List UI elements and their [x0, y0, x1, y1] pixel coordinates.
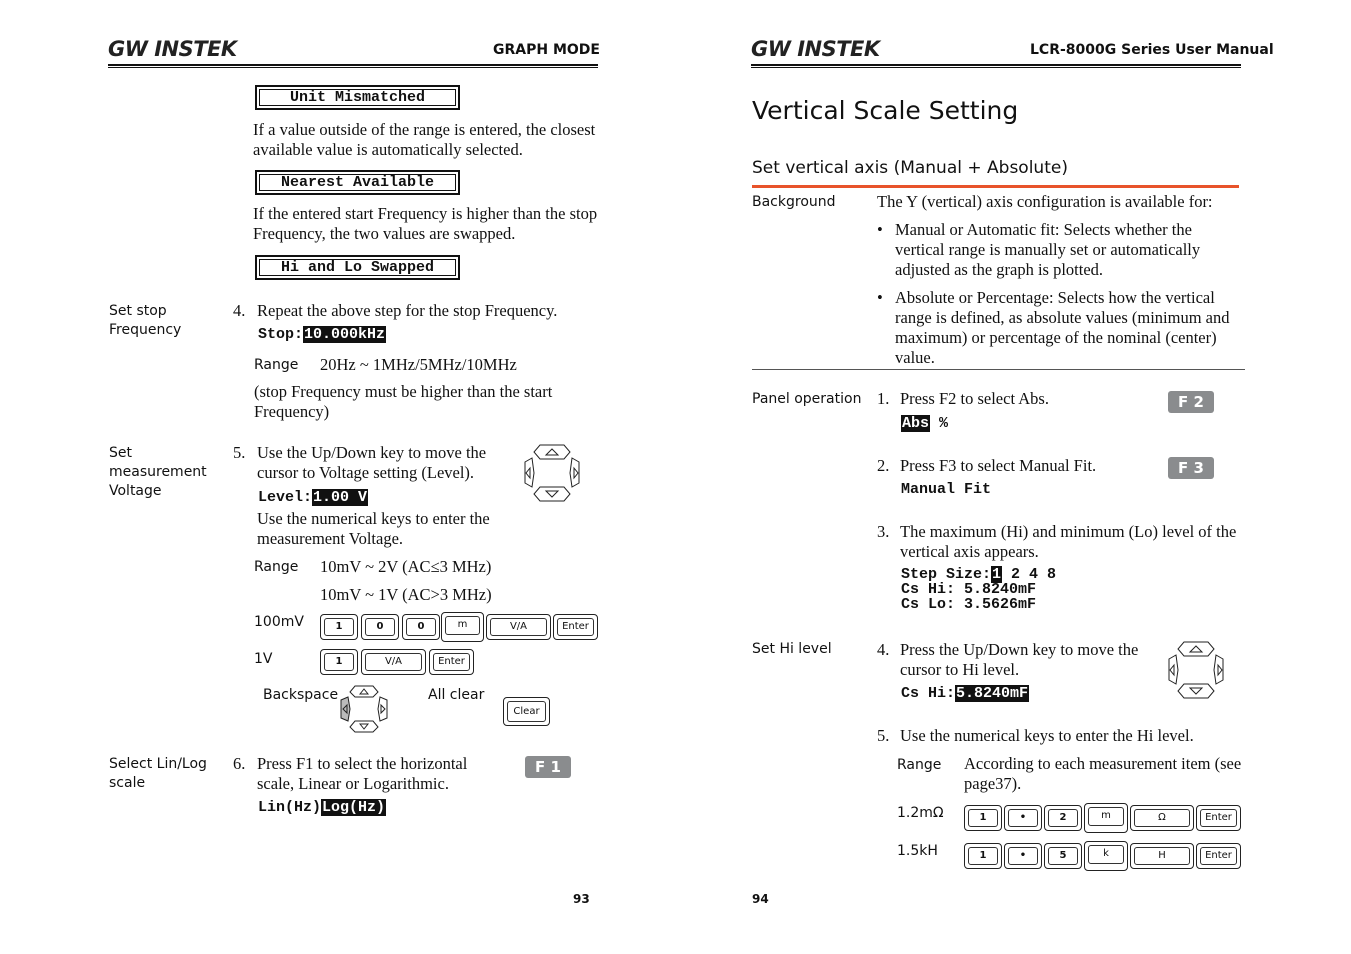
- key-k[interactable]: k: [1084, 841, 1128, 871]
- key-ohm[interactable]: Ω: [1130, 805, 1194, 831]
- page-header: GRAPH MODE: [493, 42, 600, 58]
- key-va[interactable]: V/A: [361, 649, 426, 675]
- key-enter[interactable]: Enter: [1196, 843, 1241, 869]
- paragraph: If a value outside of the range is entered, the closest available value is automatically selected.: [253, 120, 596, 159]
- linlog-display: Lin(Hz)Log(Hz): [258, 799, 386, 816]
- note: (stop Frequency must be higher than the start Frequency): [254, 382, 553, 421]
- step-number: 3.: [877, 522, 890, 541]
- step-text: Use the Up/Down key to move the cursor to Voltage setting (Level).: [257, 443, 487, 482]
- range-label: Range: [254, 559, 299, 575]
- range-label: Range: [897, 757, 942, 773]
- range-label: Range: [254, 357, 299, 373]
- manual-fit-display: Manual Fit: [901, 481, 992, 498]
- page-number: 94: [752, 892, 769, 906]
- key-2[interactable]: 2: [1044, 805, 1082, 831]
- key-h[interactable]: H: [1130, 843, 1194, 869]
- level-display: Level:1.00 V: [258, 489, 368, 506]
- range-value: 20Hz ~ 1MHz/5MHz/10MHz: [320, 355, 517, 374]
- message-box: Hi and Lo Swapped: [255, 255, 460, 280]
- header-rule: [751, 64, 1241, 68]
- section-label: Set measurement Voltage: [109, 445, 207, 499]
- step-text: Use the numerical keys to enter the measurement Voltage.: [257, 509, 490, 548]
- example-label: 1.2mΩ: [897, 805, 944, 821]
- section-label: Set stop Frequency: [109, 303, 182, 338]
- page-header: LCR-8000G Series User Manual: [1030, 42, 1274, 58]
- arrow-keys-icon: [520, 442, 584, 504]
- message-box: Nearest Available: [255, 170, 460, 195]
- step-number: 5.: [233, 443, 246, 462]
- bullet-item: • Absolute or Percentage: Selects how the vertical range is defined, as absolute values (minimum and maximum) or percentage of the nominal (center) value.: [895, 288, 1240, 368]
- key-1[interactable]: 1: [320, 614, 358, 640]
- step-text: The maximum (Hi) and minimum (Lo) level of the vertical axis appears.: [900, 522, 1237, 561]
- step-number: 6.: [233, 754, 246, 773]
- section-label: Background: [752, 194, 836, 210]
- step-number: 4.: [877, 640, 890, 659]
- paragraph: If the entered start Frequency is higher than the stop Frequency, the two values are swapped.: [253, 204, 598, 243]
- range-value: 10mV ~ 1V (AC>3 MHz): [320, 585, 492, 604]
- range-value: 10mV ~ 2V (AC≤3 MHz): [320, 557, 492, 576]
- abs-display: Abs %: [902, 415, 949, 432]
- subtitle-rule: [752, 185, 1239, 188]
- key-dot[interactable]: •: [1004, 805, 1042, 831]
- f1-key[interactable]: F 1: [525, 756, 571, 778]
- key-1[interactable]: 1: [964, 843, 1002, 869]
- key-0[interactable]: 0: [361, 614, 399, 640]
- section-subtitle: Set vertical axis (Manual + Absolute): [752, 158, 1068, 178]
- divider: [752, 369, 1245, 370]
- example-label: 1.5kH: [897, 843, 938, 859]
- key-m[interactable]: m: [1084, 803, 1128, 833]
- backspace-arrow-icon: [338, 684, 390, 734]
- arrow-keys-icon: [1164, 639, 1228, 701]
- step-text: Press the Up/Down key to move the cursor to Hi level.: [900, 640, 1139, 679]
- cs-hi-display: Cs Hi:5.8240mF: [901, 685, 1029, 702]
- key-dot[interactable]: •: [1004, 843, 1042, 869]
- section-label: Set Hi level: [752, 641, 832, 657]
- page-title: Vertical Scale Setting: [752, 96, 1019, 125]
- step-text: Use the numerical keys to enter the Hi level.: [900, 726, 1194, 745]
- gw-instek-logo: GW INSTEK: [751, 37, 880, 61]
- step-text: Press F1 to select the horizontal scale, Linear or Logarithmic.: [257, 754, 468, 793]
- step-number: 5.: [877, 726, 890, 745]
- step-number: 2.: [877, 456, 890, 475]
- f2-key[interactable]: F 2: [1168, 391, 1214, 413]
- key-0[interactable]: 0: [402, 614, 440, 640]
- allclear-label: All clear: [428, 687, 485, 703]
- step-number: 4.: [233, 301, 246, 320]
- page-number: 93: [573, 892, 590, 906]
- key-enter[interactable]: Enter: [553, 614, 598, 640]
- message-box: Unit Mismatched: [255, 85, 460, 110]
- header-rule: [108, 64, 598, 68]
- section-label: Panel operation: [752, 391, 862, 407]
- key-va[interactable]: V/A: [486, 614, 551, 640]
- gw-instek-logo: GW INSTEK: [108, 37, 237, 61]
- key-enter[interactable]: Enter: [1196, 805, 1241, 831]
- step-text: Repeat the above step for the stop Frequency.: [257, 301, 558, 320]
- example-label: 1V: [254, 651, 273, 667]
- bullet-item: • Manual or Automatic fit: Selects whether the vertical range is manually set or automatically adjusted as the graph is plotted.: [895, 220, 1240, 280]
- step-text: Press F2 to select Abs.: [900, 389, 1049, 408]
- step-text: Press F3 to select Manual Fit.: [900, 456, 1097, 475]
- key-m[interactable]: m: [441, 612, 484, 642]
- backspace-label: Backspace: [263, 687, 339, 703]
- clear-key[interactable]: Clear: [503, 697, 550, 726]
- key-5[interactable]: 5: [1044, 843, 1082, 869]
- example-label: 100mV: [254, 614, 304, 630]
- key-enter[interactable]: Enter: [429, 649, 474, 675]
- paragraph: The Y (vertical) axis configuration is available for:: [877, 192, 1213, 211]
- range-value: According to each measurement item (see page37).: [964, 754, 1242, 793]
- f3-key[interactable]: F 3: [1168, 457, 1214, 479]
- step-number: 1.: [877, 389, 890, 408]
- section-label: Select Lin/Log scale: [109, 756, 207, 791]
- key-1[interactable]: 1: [320, 649, 358, 675]
- stop-display: Stop:10.000kHz: [258, 326, 386, 343]
- scale-display: Step Size:1 2 4 8 Cs Hi: 5.8240mF Cs Lo: 3.5626mF: [901, 566, 1057, 613]
- key-1[interactable]: 1: [964, 805, 1002, 831]
